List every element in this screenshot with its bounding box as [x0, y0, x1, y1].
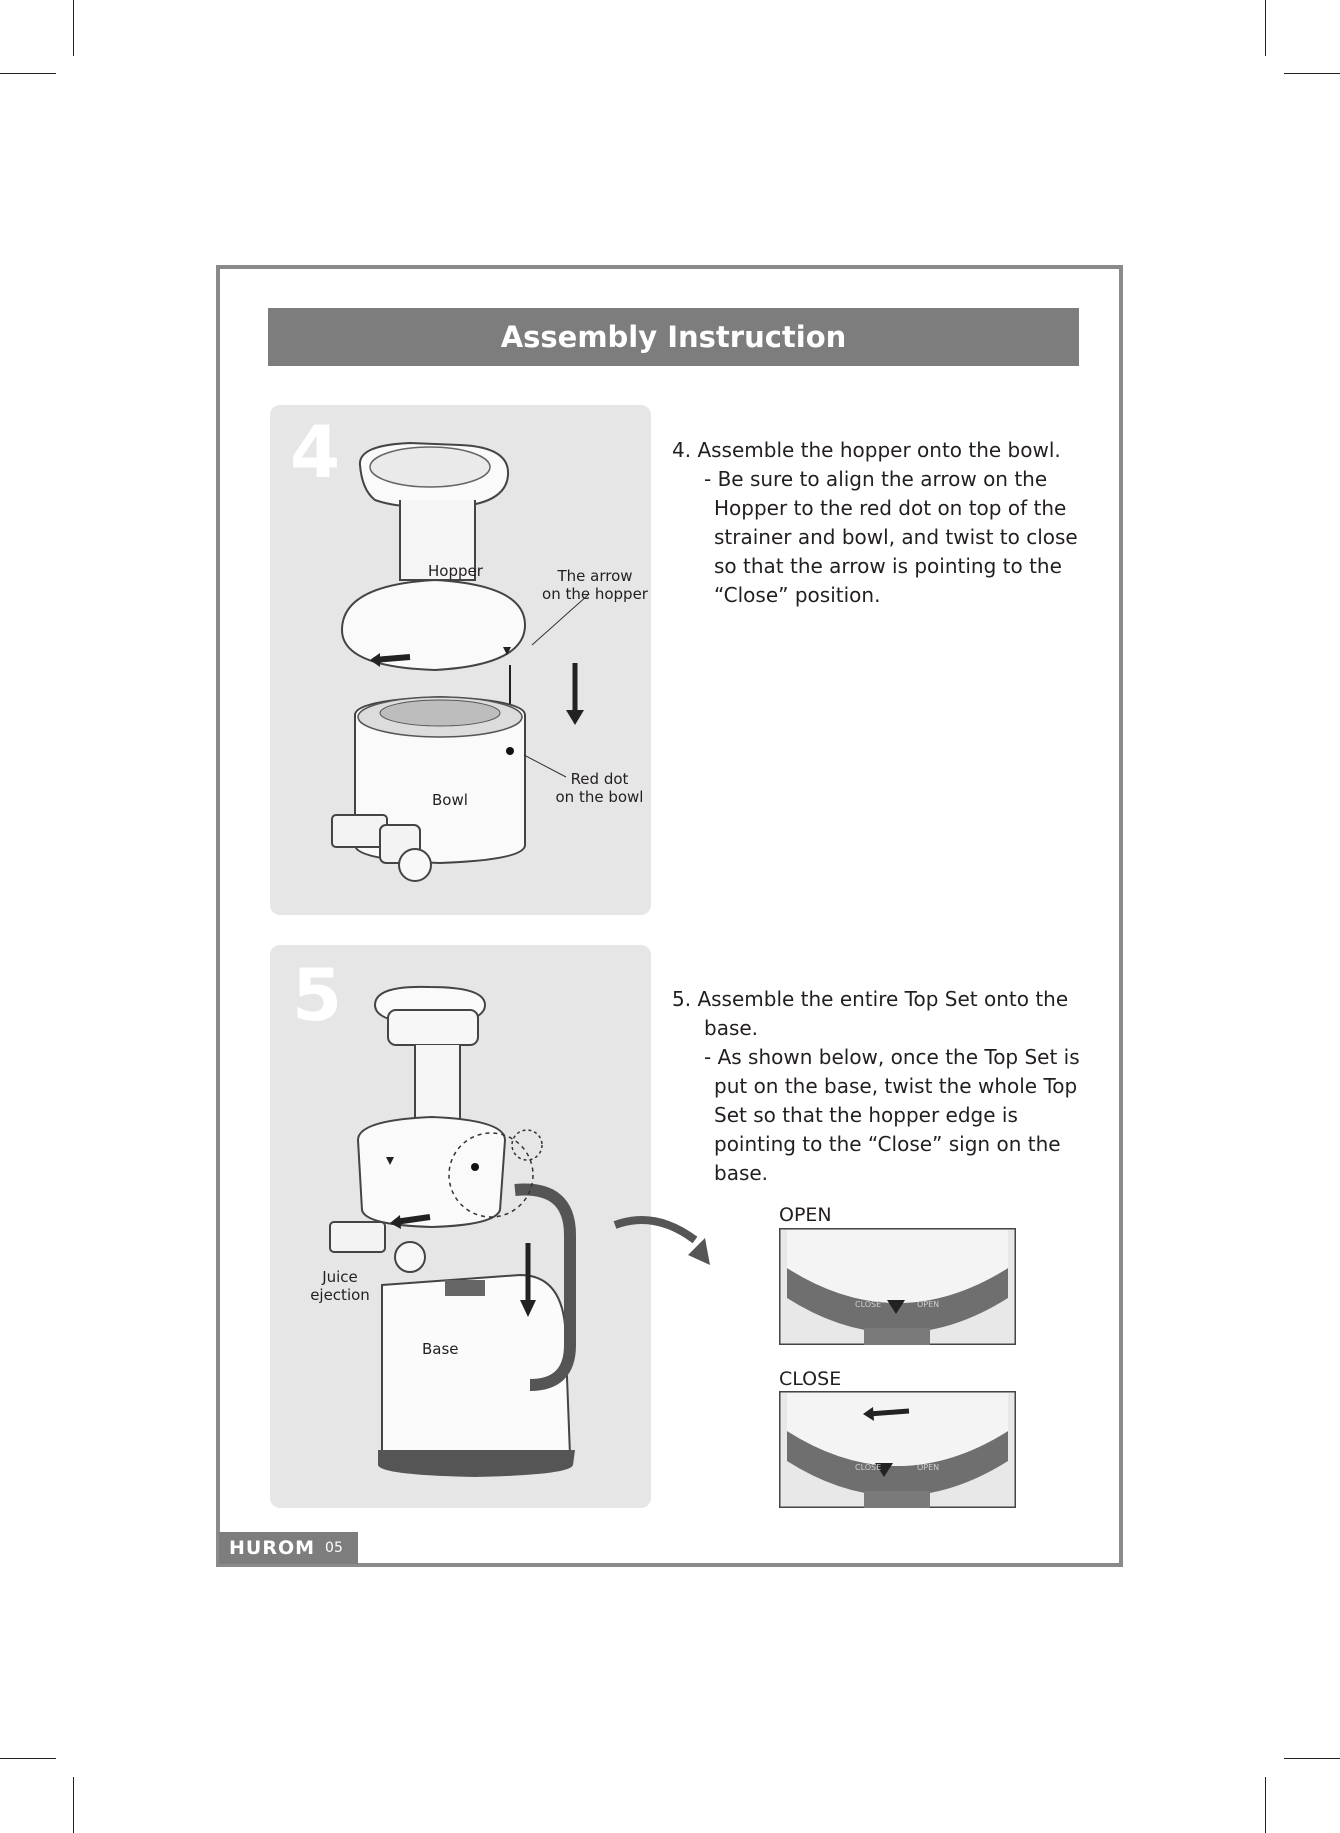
page-title-text: Assembly Instruction [500, 320, 847, 354]
crop-mark [1265, 1777, 1266, 1833]
step4-line: Hopper to the red dot on top of the [714, 496, 1067, 520]
crop-mark [1284, 73, 1340, 74]
step-number: 5 [292, 953, 343, 1037]
crop-mark [1265, 0, 1266, 56]
open-label: OPEN [779, 1204, 832, 1226]
crop-mark [1284, 1758, 1340, 1759]
base-label: Base [422, 1340, 459, 1358]
footer-logo [219, 1532, 358, 1564]
hopper-label: Hopper [428, 562, 483, 580]
step4-illustration [270, 405, 651, 915]
hopper-arrow-label [540, 567, 650, 603]
crop-mark [0, 73, 56, 74]
dial-open-text: OPEN [917, 1463, 940, 1472]
dial-open-text: OPEN [917, 1300, 940, 1309]
bowl-label: Bowl [432, 791, 468, 809]
open-dial-illustration [779, 1228, 1016, 1345]
crop-mark [0, 1758, 56, 1759]
step5-instructions [672, 985, 1092, 1188]
step-number: 4 [290, 410, 341, 494]
step4-line: “Close” position. [714, 583, 881, 607]
red-dot-label [552, 770, 647, 806]
crop-mark [73, 1777, 74, 1833]
step5-line: Set so that the hopper edge is [714, 1103, 1018, 1127]
step5-line: put on the base, twist the whole Top [714, 1074, 1078, 1098]
close-dial-illustration [779, 1391, 1016, 1508]
red-dot-label-line1: Red dot [570, 770, 629, 788]
juice-ejection-label-line2: ejection [310, 1286, 370, 1304]
dial-close-text: CLOSE [855, 1463, 882, 1472]
step4-line: strainer and bowl, and twist to close [714, 525, 1078, 549]
page-number: 05 [325, 1540, 343, 1556]
step5-line: base. [714, 1161, 769, 1185]
step4-line: - Be sure to align the arrow on the [704, 467, 1048, 491]
juice-ejection-label [300, 1268, 380, 1304]
dial-close-text: CLOSE [855, 1300, 882, 1309]
step5-illustration [270, 945, 651, 1508]
step5-line: - As shown below, once the Top Set is [704, 1045, 1080, 1069]
close-label: CLOSE [779, 1368, 842, 1390]
step5-line: 5. Assemble the entire Top Set onto the [672, 987, 1069, 1011]
step5-line: base. [704, 1016, 759, 1040]
page-title [268, 308, 1079, 366]
hopper-arrow-label-line1: The arrow [557, 567, 633, 585]
curved-arrow-icon [610, 1200, 720, 1270]
step4-instructions [672, 436, 1092, 610]
red-dot-label-line2: on the bowl [555, 788, 644, 806]
juice-ejection-label-line1: Juice [322, 1268, 358, 1286]
crop-mark [73, 0, 74, 56]
step5-line: pointing to the “Close” sign on the [714, 1132, 1061, 1156]
step4-line: so that the arrow is pointing to the [714, 554, 1062, 578]
hopper-arrow-label-line2: on the hopper [542, 585, 648, 603]
brand-logo: HUROM [229, 1537, 316, 1559]
step4-line: 4. Assemble the hopper onto the bowl. [672, 438, 1061, 462]
